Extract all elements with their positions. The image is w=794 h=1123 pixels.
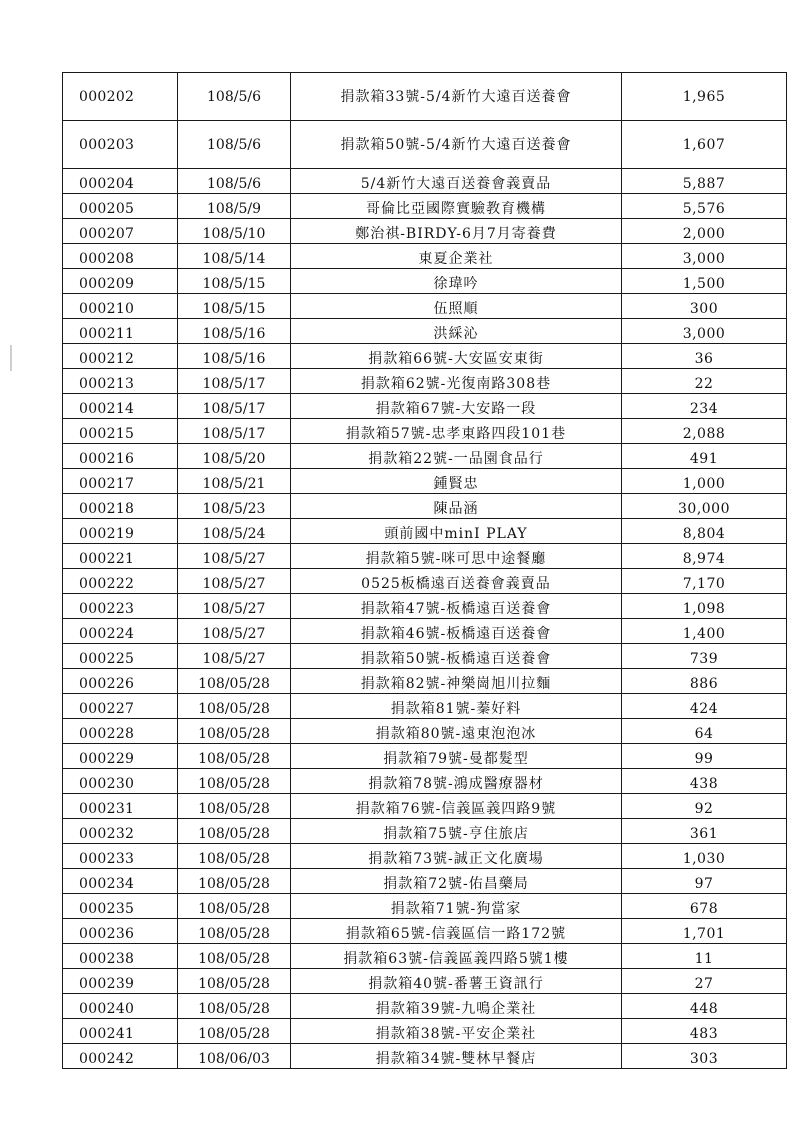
table-row (63, 869, 787, 894)
donor-description-cell: 捐款箱50號-板橋遠百送養會 (291, 644, 622, 669)
date-cell: 108/05/28 (178, 919, 291, 944)
donor-description-cell: 伍照順 (291, 294, 622, 319)
table-row (63, 219, 787, 244)
date-cell: 108/05/28 (178, 744, 291, 769)
receipt-number-cell: 000221 (63, 544, 178, 569)
date-cell: 108/05/28 (178, 669, 291, 694)
table-row (63, 794, 787, 819)
date-cell: 108/5/17 (178, 419, 291, 444)
date-cell: 108/05/28 (178, 944, 291, 969)
amount-cell: 886 (622, 669, 787, 694)
date-cell: 108/5/15 (178, 269, 291, 294)
donor-description-cell: 鄭治祺-BIRDY-6月7月寄養費 (291, 219, 622, 244)
donor-description-cell: 頭前國中minI PLAY (291, 519, 622, 544)
table-row (63, 169, 787, 194)
table-row (63, 919, 787, 944)
receipt-number-cell: 000215 (63, 419, 178, 444)
donor-description-cell: 5/4新竹大遠百送養會義賣品 (291, 169, 622, 194)
donor-description-cell: 捐款箱47號-板橋遠百送養會 (291, 594, 622, 619)
amount-cell: 22 (622, 369, 787, 394)
receipt-number-cell: 000233 (63, 844, 178, 869)
amount-cell: 1,965 (622, 73, 787, 121)
date-cell: 108/5/6 (178, 121, 291, 169)
amount-cell: 739 (622, 644, 787, 669)
receipt-number-cell: 000203 (63, 121, 178, 169)
table-row (63, 644, 787, 669)
donor-description-cell: 鍾賢忠 (291, 469, 622, 494)
table-row (63, 769, 787, 794)
amount-cell: 3,000 (622, 319, 787, 344)
table-row (63, 469, 787, 494)
amount-cell: 99 (622, 744, 787, 769)
table-row (63, 73, 787, 121)
donor-description-cell: 捐款箱57號-忠孝東路四段101巷 (291, 419, 622, 444)
donor-description-cell: 捐款箱62號-光復南路308巷 (291, 369, 622, 394)
receipt-number-cell: 000225 (63, 644, 178, 669)
date-cell: 108/5/27 (178, 619, 291, 644)
table-row (63, 969, 787, 994)
receipt-number-cell: 000202 (63, 73, 178, 121)
receipt-number-cell: 000222 (63, 569, 178, 594)
date-cell: 108/5/15 (178, 294, 291, 319)
amount-cell: 361 (622, 819, 787, 844)
date-cell: 108/05/28 (178, 969, 291, 994)
table-row (63, 944, 787, 969)
receipt-number-cell: 000230 (63, 769, 178, 794)
amount-cell: 491 (622, 444, 787, 469)
date-cell: 108/5/16 (178, 344, 291, 369)
table-row (63, 669, 787, 694)
receipt-number-cell: 000235 (63, 894, 178, 919)
date-cell: 108/05/28 (178, 1019, 291, 1044)
amount-cell: 36 (622, 344, 787, 369)
date-cell: 108/5/10 (178, 219, 291, 244)
donor-description-cell: 捐款箱40號-番薯王資訊行 (291, 969, 622, 994)
amount-cell: 3,000 (622, 244, 787, 269)
date-cell: 108/5/24 (178, 519, 291, 544)
amount-cell: 2,000 (622, 219, 787, 244)
receipt-number-cell: 000239 (63, 969, 178, 994)
amount-cell: 234 (622, 394, 787, 419)
date-cell: 108/06/03 (178, 1044, 291, 1069)
donor-description-cell: 捐款箱75號-亨住旅店 (291, 819, 622, 844)
table-row (63, 819, 787, 844)
amount-cell: 8,974 (622, 544, 787, 569)
amount-cell: 7,170 (622, 569, 787, 594)
donor-description-cell: 捐款箱67號-大安路一段 (291, 394, 622, 419)
receipt-number-cell: 000219 (63, 519, 178, 544)
donor-description-cell: 捐款箱34號-雙林早餐店 (291, 1044, 622, 1069)
donor-description-cell: 捐款箱82號-神樂崗旭川拉麵 (291, 669, 622, 694)
receipt-number-cell: 000226 (63, 669, 178, 694)
table-row (63, 419, 787, 444)
table-row (63, 494, 787, 519)
date-cell: 108/5/20 (178, 444, 291, 469)
donor-description-cell: 捐款箱38號-平安企業社 (291, 1019, 622, 1044)
date-cell: 108/05/28 (178, 994, 291, 1019)
table-row (63, 994, 787, 1019)
amount-cell: 92 (622, 794, 787, 819)
donor-description-cell: 捐款箱65號-信義區信一路172號 (291, 919, 622, 944)
date-cell: 108/5/17 (178, 369, 291, 394)
amount-cell: 2,088 (622, 419, 787, 444)
table-row (63, 719, 787, 744)
amount-cell: 483 (622, 1019, 787, 1044)
donor-description-cell: 東夏企業社 (291, 244, 622, 269)
scan-edge-mark (10, 345, 12, 371)
donor-description-cell: 捐款箱80號-遠東泡泡冰 (291, 719, 622, 744)
donor-description-cell: 捐款箱71號-狗當家 (291, 894, 622, 919)
table-row (63, 194, 787, 219)
table-row (63, 619, 787, 644)
donor-description-cell: 捐款箱72號-佑昌藥局 (291, 869, 622, 894)
table-row (63, 744, 787, 769)
amount-cell: 1,000 (622, 469, 787, 494)
receipt-number-cell: 000205 (63, 194, 178, 219)
date-cell: 108/5/27 (178, 594, 291, 619)
receipt-number-cell: 000240 (63, 994, 178, 1019)
amount-cell: 424 (622, 694, 787, 719)
date-cell: 108/5/27 (178, 644, 291, 669)
date-cell: 108/05/28 (178, 844, 291, 869)
donor-description-cell: 捐款箱73號-誠正文化廣場 (291, 844, 622, 869)
receipt-number-cell: 000224 (63, 619, 178, 644)
date-cell: 108/05/28 (178, 819, 291, 844)
amount-cell: 678 (622, 894, 787, 919)
donor-description-cell: 捐款箱39號-九鳴企業社 (291, 994, 622, 1019)
amount-cell: 1,098 (622, 594, 787, 619)
amount-cell: 1,030 (622, 844, 787, 869)
date-cell: 108/05/28 (178, 794, 291, 819)
date-cell: 108/5/6 (178, 169, 291, 194)
date-cell: 108/5/14 (178, 244, 291, 269)
date-cell: 108/5/6 (178, 73, 291, 121)
date-cell: 108/5/23 (178, 494, 291, 519)
date-cell: 108/5/16 (178, 319, 291, 344)
donor-description-cell: 捐款箱66號-大安區安東街 (291, 344, 622, 369)
receipt-number-cell: 000212 (63, 344, 178, 369)
receipt-number-cell: 000214 (63, 394, 178, 419)
date-cell: 108/05/28 (178, 694, 291, 719)
receipt-number-cell: 000229 (63, 744, 178, 769)
donor-description-cell: 捐款箱46號-板橋遠百送養會 (291, 619, 622, 644)
date-cell: 108/05/28 (178, 769, 291, 794)
table-row (63, 594, 787, 619)
amount-cell: 1,500 (622, 269, 787, 294)
amount-cell: 300 (622, 294, 787, 319)
donor-description-cell: 捐款箱63號-信義區義四路5號1樓 (291, 944, 622, 969)
amount-cell: 30,000 (622, 494, 787, 519)
date-cell: 108/5/17 (178, 394, 291, 419)
amount-cell: 8,804 (622, 519, 787, 544)
receipt-number-cell: 000208 (63, 244, 178, 269)
table-row (63, 319, 787, 344)
table-row (63, 121, 787, 169)
date-cell: 108/05/28 (178, 869, 291, 894)
amount-cell: 27 (622, 969, 787, 994)
receipt-number-cell: 000223 (63, 594, 178, 619)
receipt-number-cell: 000238 (63, 944, 178, 969)
amount-cell: 11 (622, 944, 787, 969)
amount-cell: 1,607 (622, 121, 787, 169)
donation-ledger-table (62, 72, 787, 1069)
donor-description-cell: 陳品涵 (291, 494, 622, 519)
receipt-number-cell: 000234 (63, 869, 178, 894)
donor-description-cell: 捐款箱22號-一品園食品行 (291, 444, 622, 469)
table-row (63, 394, 787, 419)
ledger-body (63, 73, 787, 1069)
donor-description-cell: 哥倫比亞國際實驗教育機構 (291, 194, 622, 219)
donor-description-cell: 捐款箱78號-鴻成醫療器材 (291, 769, 622, 794)
date-cell: 108/5/27 (178, 569, 291, 594)
table-row (63, 269, 787, 294)
date-cell: 108/5/21 (178, 469, 291, 494)
receipt-number-cell: 000231 (63, 794, 178, 819)
donor-description-cell: 捐款箱50號-5/4新竹大遠百送養會 (291, 121, 622, 169)
amount-cell: 97 (622, 869, 787, 894)
receipt-number-cell: 000204 (63, 169, 178, 194)
receipt-number-cell: 000242 (63, 1044, 178, 1069)
receipt-number-cell: 000217 (63, 469, 178, 494)
receipt-number-cell: 000207 (63, 219, 178, 244)
date-cell: 108/05/28 (178, 894, 291, 919)
receipt-number-cell: 000209 (63, 269, 178, 294)
donor-description-cell: 徐瑋吟 (291, 269, 622, 294)
date-cell: 108/5/9 (178, 194, 291, 219)
receipt-number-cell: 000218 (63, 494, 178, 519)
table-row (63, 1044, 787, 1069)
table-row (63, 544, 787, 569)
donor-description-cell: 捐款箱5號-咪可思中途餐廳 (291, 544, 622, 569)
table-row (63, 244, 787, 269)
table-row (63, 1019, 787, 1044)
amount-cell: 64 (622, 719, 787, 744)
donor-description-cell: 捐款箱76號-信義區義四路9號 (291, 794, 622, 819)
donor-description-cell: 洪綵沁 (291, 319, 622, 344)
receipt-number-cell: 000216 (63, 444, 178, 469)
receipt-number-cell: 000236 (63, 919, 178, 944)
receipt-number-cell: 000211 (63, 319, 178, 344)
amount-cell: 5,576 (622, 194, 787, 219)
amount-cell: 438 (622, 769, 787, 794)
table-row (63, 444, 787, 469)
donor-description-cell: 捐款箱79號-曼都髮型 (291, 744, 622, 769)
table-row (63, 369, 787, 394)
donor-description-cell: 捐款箱81號-蓁好料 (291, 694, 622, 719)
receipt-number-cell: 000213 (63, 369, 178, 394)
amount-cell: 448 (622, 994, 787, 1019)
amount-cell: 1,400 (622, 619, 787, 644)
receipt-number-cell: 000232 (63, 819, 178, 844)
table-row (63, 569, 787, 594)
receipt-number-cell: 000210 (63, 294, 178, 319)
amount-cell: 1,701 (622, 919, 787, 944)
receipt-number-cell: 000241 (63, 1019, 178, 1044)
table-row (63, 844, 787, 869)
donor-description-cell: 捐款箱33號-5/4新竹大遠百送養會 (291, 73, 622, 121)
date-cell: 108/5/27 (178, 544, 291, 569)
date-cell: 108/05/28 (178, 719, 291, 744)
table-row (63, 344, 787, 369)
table-row (63, 294, 787, 319)
table-row (63, 694, 787, 719)
amount-cell: 303 (622, 1044, 787, 1069)
table-row (63, 519, 787, 544)
amount-cell: 5,887 (622, 169, 787, 194)
table-row (63, 894, 787, 919)
receipt-number-cell: 000227 (63, 694, 178, 719)
receipt-number-cell: 000228 (63, 719, 178, 744)
donor-description-cell: 0525板橋遠百送養會義賣品 (291, 569, 622, 594)
